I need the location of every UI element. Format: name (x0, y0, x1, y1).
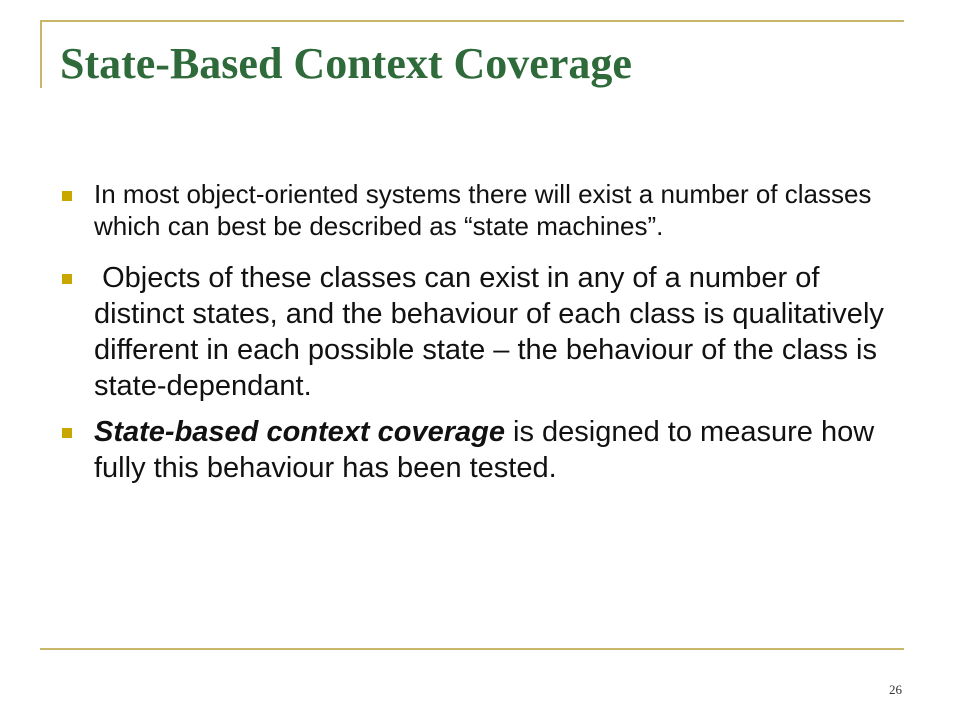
bullet-item-1 (62, 178, 902, 242)
square-bullet-icon (62, 274, 72, 284)
page-number: 26 (889, 682, 902, 697)
bullet-text-3-rest: is designed to measure how fully this behaviour has been tested. (94, 416, 875, 484)
bullet-text-1: In most object-oriented systems there will exist a number of classes which can best be described as “state machines”. (94, 179, 872, 241)
slide-title: State-Based Context Coverage (60, 39, 632, 88)
bottom-rule (40, 648, 904, 650)
bullet-text-3 (94, 414, 902, 486)
square-bullet-icon (62, 428, 72, 438)
square-bullet-icon (62, 191, 72, 201)
bullet-item-3 (62, 414, 902, 486)
bullet-text-2: Objects of these classes can exist in any of a number of distinct states, and the behaviour of each class is qualitatively different in each possible state – the behaviour of the class is state-dependant. (94, 262, 892, 402)
left-rule (40, 20, 42, 88)
bullet-item-2 (62, 260, 902, 404)
top-rule (40, 20, 904, 22)
bullet-emphasis: State-based context coverage (94, 416, 505, 448)
bullet-list (62, 178, 902, 486)
